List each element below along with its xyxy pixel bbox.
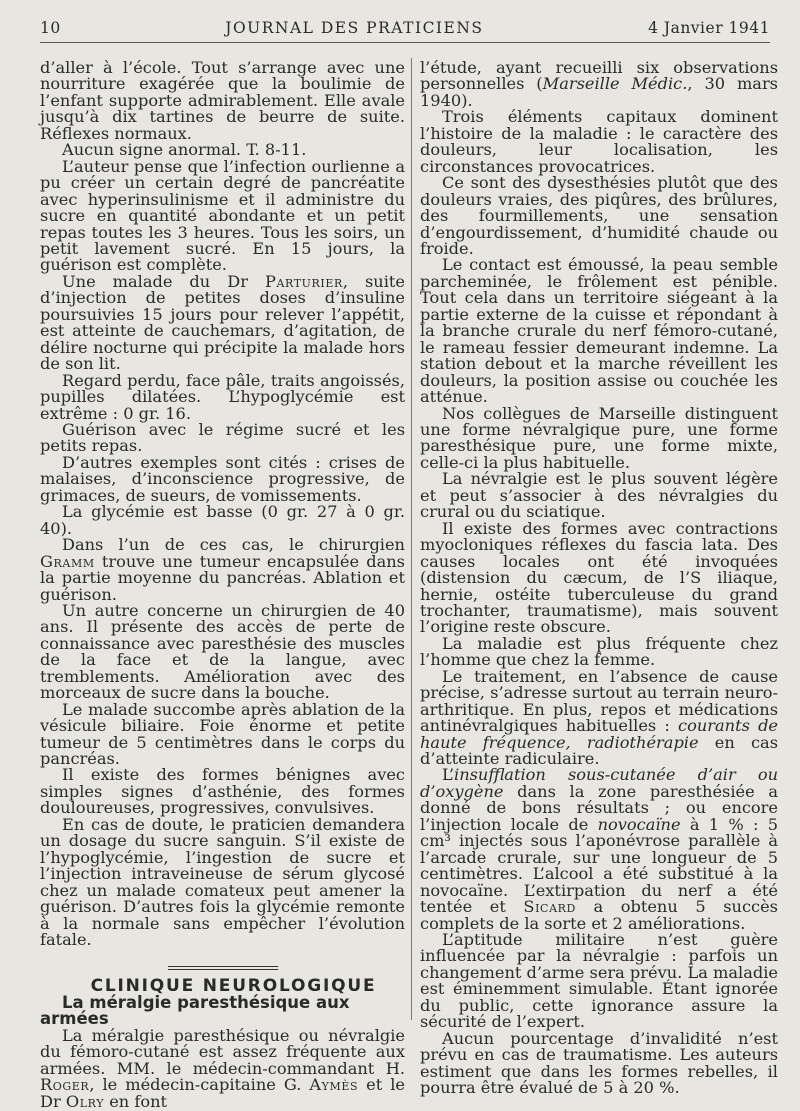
paragraph: Aucun pourcentage d’invalidité n’est prévu en cas de traumatisme. Les auteurs estiment que dans les formes rebelles, il pourra être évalué de 5 à 20 %. [420,1028,778,1098]
paragraph: Trois éléments capitaux dominent l’histoire de la maladie : le caractère des douleurs, leur localisation, les circonstances provocatrices. [420,107,778,176]
paragraph: Le contact est émoussé, la peau semble parcheminée, le frôlement est pénible. Tout cela dans un territoire siégeant à la partie externe de la cuisse et répondant à la branche crurale du nerf fémoro-cutané, le rameau fessier demeurant indemne. La station debout et la marche réveillent les douleurs, la position assise ou couchée les atténue. [420,255,778,407]
paragraph: La méralgie paresthésique ou névralgie du fémoro-cutané est assez fréquente aux armées. MM. le médecin-commandant H. Roger, le médecin-capitaine G. Aymès et le Dr Olry en font [40,1025,405,1111]
author-name: Olry [65,1091,105,1111]
issue-date: 4 Janvier 1941 [648,19,770,37]
author-name: Gramm [40,551,95,571]
journal-title: JOURNAL DES PRATICIENS [225,19,484,37]
right-column [420,60,778,1097]
paragraph: L’aptitude militaire n’est guère influencée par la névralgie : parfois un changement d’arme sera prévu. La maladie est éminemment simulable. Étant ignorée du public, cette ignorance assure la sécurité de l’expert. [420,930,778,1032]
author-name: Parturier [264,271,343,291]
paragraph: Le traitement, en l’absence de cause précise, s’adresse surtout au terrain neuro-arthritique. En plus, repos et médications antinévralgiques habituelles : courants de haute fréquence, radiothérapie en cas d’atteinte radiculaire. [420,666,779,769]
treatment-term: courants de haute fréquence, radiothérapie [420,716,779,752]
treatment-term: novocaïne [597,814,681,834]
left-column [40,60,405,1110]
paragraph: Guérison avec le régime sucré et les petits repas. [40,419,405,456]
paragraph: Une malade du Dr Parturier, suite d’injection de petites doses d’insuline poursuivies 15 jours pour relever l’appétit, est atteinte de cauchemars, d’agitation, de délire nocturne qui précipite la malade hors de son lit. [40,271,405,374]
author-name: Roger [40,1075,90,1095]
paragraph: Nos collègues de Marseille distinguent une forme névralgique pure, une forme paresthésique pure, une forme mixte, celle-ci la plus habituelle. [420,403,778,472]
paragraph: Regard perdu, face pâle, traits angoissés, pupilles dilatées. L’hypoglycémie est extrême : 0 gr. 16. [40,370,405,423]
paragraph: Le malade succombe après ablation de la vésicule biliaire. Foie énorme et petite tumeur de 5 centimètres dans le corps du pancréas. [40,699,405,769]
author-name: Sicard [523,897,576,917]
paragraph: La névralgie est le plus souvent légère et peut s’associer à des névralgies du crural ou du sciatique. [420,469,778,522]
author-name: Aymès [309,1075,359,1095]
treatment-term: insufflation sous-cutanée d’air ou d’oxygène [420,765,778,801]
paragraph: La glycémie est basse (0 gr. 27 à 0 gr. 40). [40,502,405,538]
paragraph: Ce sont des dysesthésies plutôt que des douleurs vraies, des piqûres, des brûlures, des fourmillements, une sensation d’engourdissement, d’humidité chaude ou froide. [420,173,778,258]
paragraph: Un autre concerne un chirurgien de 40 ans. Il présente des accès de perte de connaissance avec paresthésie des muscles de la face et de la langue, avec tremblements. Amélioration avec des morceaux de sucre dans la bouche. [40,600,405,703]
column-divider [411,58,412,1020]
paragraph: L’auteur pense que l’infection ourlienne a pu créer un certain degré de pancréatite avec hyperinsulinisme et il administre du sucre en quantité abondante et un petit repas toutes les 3 heures. Tous les soirs, un petit lavement sucré. En 15 jours, la guérison est complète. [40,156,405,275]
paragraph: Il existe des formes avec contractions myocloniques réflexes du fascia lata. Des causes locales ont été invoquées (distension du cæcum, de l’S iliaque, hernie, ostéite tuberculeuse du grand trochanter, traumatisme), mais souvent l’origine reste obscure. [420,518,778,637]
page-header [40,14,770,43]
paragraph: Il existe des formes bénignes avec simples signes d’asthénie, des formes douloureuses, progressives, convulsives. [40,765,405,818]
citation: Marseille Médic. [542,74,688,94]
paragraph: d’aller à l’école. Tout s’arrange avec une nourriture exagérée que la boulimie de l’enfant supporte admirablement. Elle avale jusqu’à dix tartines de beurre de suite. Réflexes normaux. [40,58,405,143]
paragraph: Dans l’un de ces cas, le chirurgien Gramm trouve une tumeur encapsulée dans la partie moyenne du pancréas. Ablation et guérison. [40,535,405,604]
section-separator [40,960,405,970]
page-number: 10 [40,19,61,37]
paragraph: Aucun signe anormal. T. 8-11. [62,140,307,160]
section-title: CLINIQUE NEUROLOGIQUE [90,976,377,997]
paragraph: La maladie est plus fréquente chez l’homme que chez la femme. [420,633,778,670]
paragraph: En cas de doute, le praticien demandera un dosage du sucre sanguin. S’il existe de l’hypoglycémie, l’ingestion de sucre et l’injection intraveineuse de sérum glycosé chez un malade comateux peut amener la guérison. D’autres fois la glycémie remonte à la normale sans empêcher l’évolution fatale. [40,814,405,950]
article-title: La méralgie paresthésique aux armées [40,992,350,1029]
paragraph: L’insufflation sous-cutanée d’air ou d’oxygène dans la zone paresthésiée a donné de bons résultats ; ou encore l’injection locale de novocaïne à 1 % : 5 cm³ injectés sous l’aponévrose parallèle à l’arcade crurale, sur une longueur de 5 centimètres. L’alcool a été substitué à la novocaïne. L’extirpation du nerf a été tentée et Sicard a obtenu 5 succès complets de la sorte et 2 améliorations. [420,765,778,933]
paragraph: l’étude, ayant recueilli six observations personnelles (Marseille Médic., 30 mars 1940). [420,58,778,110]
paragraph: D’autres exemples sont cités : crises de malaises, d’inconscience progressive, de grimaces, de sueurs, de vomissements. [40,452,405,505]
